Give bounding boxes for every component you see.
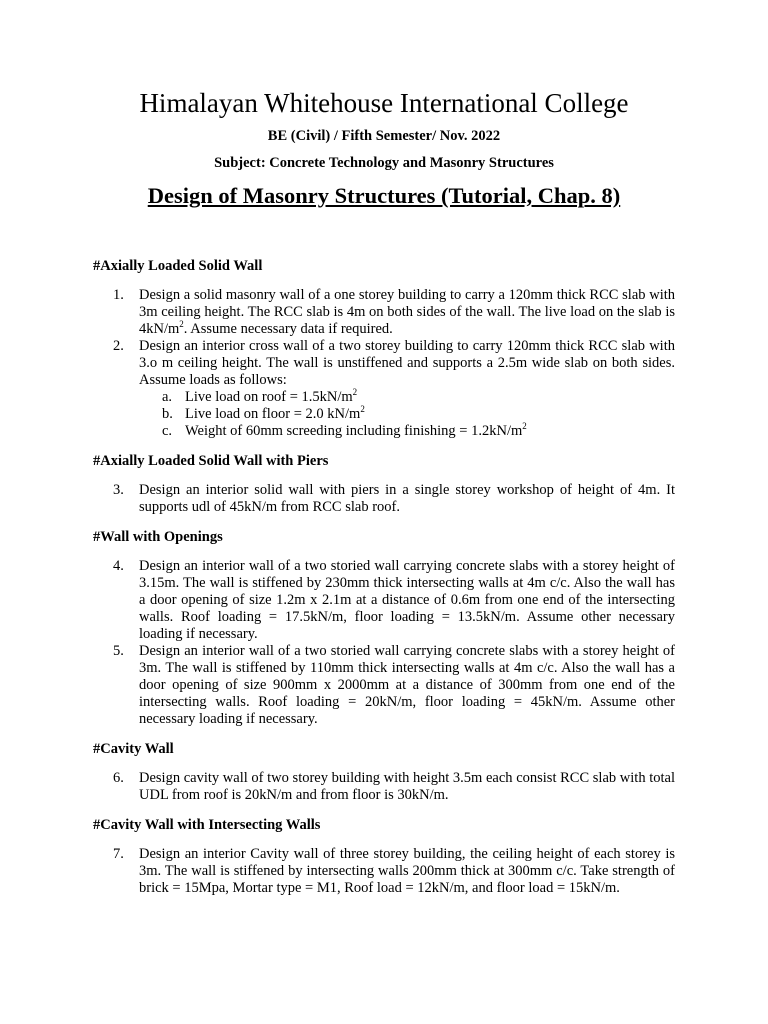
superscript: 2 [179,319,184,330]
question-list [93,846,675,897]
question-item [93,482,675,516]
question-number: 4. [113,558,124,574]
superscript: 2 [360,404,365,415]
question-text: Design an interior Cavity wall of three storey building, the ceiling height of each storey is 3m. The wall is stiffened by intersecting walls 200mm thick at 300mm c/c. Take strength of brick = 15Mpa, Mortar type = M1, Roof load = 12kN/m, and floor load = 15kN/m. [139,846,675,896]
question-number: 3. [113,482,124,498]
question-number: 7. [113,846,124,862]
superscript: 2 [352,387,358,398]
load-list [93,389,675,440]
college-name: Himalayan Whitehouse International College [139,88,629,118]
section-axially-loaded-solid-wall [93,258,675,440]
question-text: Design cavity wall of two storey building with height 3.5m each consist RCC slab with total UDL from roof is 20kN/m and from floor is 30kN/m. [139,770,675,803]
load-label: a. [162,389,173,405]
document-title: Design of Masonry Structures (Tutorial, Chap. 8) [147,183,621,208]
subject-line: Subject: Concrete Technology and Masonry Structures [214,155,554,171]
load-label: b. [162,406,173,422]
tutorial-content [93,258,675,897]
question-text: Design an interior solid wall with piers in a single storey workshop of height of 4m. It supports udl of 45kN/m from RCC slab roof. [139,482,675,515]
section-cavity-wall [93,741,675,804]
superscript: 2 [522,421,527,432]
question-text: Design an interior wall of a two storied wall carrying concrete slabs with a storey height of 3.15m. The wall is stiffened by 230mm thick intersecting walls at 4m c/c. Also the wall has a door opening of size 1.2m x 2.1m at a distance of 0.6m from one end of the intersecting walls. Roof loading = 17.5kN/m, floor loading = 13.5kN/m. Assume other necessary loading if necessary. [139,558,675,642]
section-cavity-wall-intersecting [93,817,675,897]
question-list [93,770,675,804]
load-item [93,389,675,406]
question-item [93,338,675,389]
question-list [93,558,675,728]
question-item [93,287,675,338]
load-label: c. [162,423,173,439]
load-text: Weight of 60mm screeding including finishing = $1.2kN/m^2$ [185,421,527,439]
section-heading: #Axially Loaded Solid Wall [93,258,263,274]
section-heading: #Cavity Wall [93,741,174,757]
question-list [93,287,675,389]
section-wall-with-openings [93,529,675,728]
program-line: BE (Civil) / Fifth Semester/ Nov. 2022 [267,128,501,144]
section-heading: #Axially Loaded Solid Wall with Piers [93,453,329,469]
question-item [93,770,675,804]
question-list [93,482,675,516]
question-item [93,643,675,728]
question-item [93,558,675,643]
load-item [93,406,675,423]
question-text: Design an interior wall of a two storied wall carrying concrete slabs with a storey height of 3m. The wall is stiffened by 110mm thick intersecting walls at 4m c/c. Also the wall has a door opening of size 900mm x 2000mm at a distance of 300mm from one end of the intersecting walls. Roof loading = 20kN/m, floor loading = 45kN/m. Assume other necessary loading if necessary. [139,643,675,727]
question-item [93,846,675,897]
section-solid-wall-with-piers [93,453,675,516]
question-text: Design a solid masonry wall of a one storey building to carry a 120mm thick RCC slab with 3m ceiling height. The RCC slab is 4m on both sides of the wall. The live load on the slab is $4kN/m^2$. Assume necessary data if required. [139,287,675,337]
load-text: Live load on roof = $1.5kN/m^2$ [185,387,358,405]
question-text: Design an interior cross wall of a two storey building to carry 120mm thick RCC slab with 3.o m ceiling height. The wall is unstiffened and supports a 2.5m wide slab on both sides. Assume loads as follows: [139,338,675,388]
load-item [93,423,675,440]
section-heading: #Wall with Openings [93,529,223,545]
question-number: 5. [113,643,124,659]
question-number: 1. [113,287,124,303]
section-heading: #Cavity Wall with Intersecting Walls [93,817,321,833]
question-number: 6. [113,770,124,786]
load-text: Live load on floor = 2.0 $kN/m^2$ [185,404,365,422]
question-number: 2. [113,338,124,354]
